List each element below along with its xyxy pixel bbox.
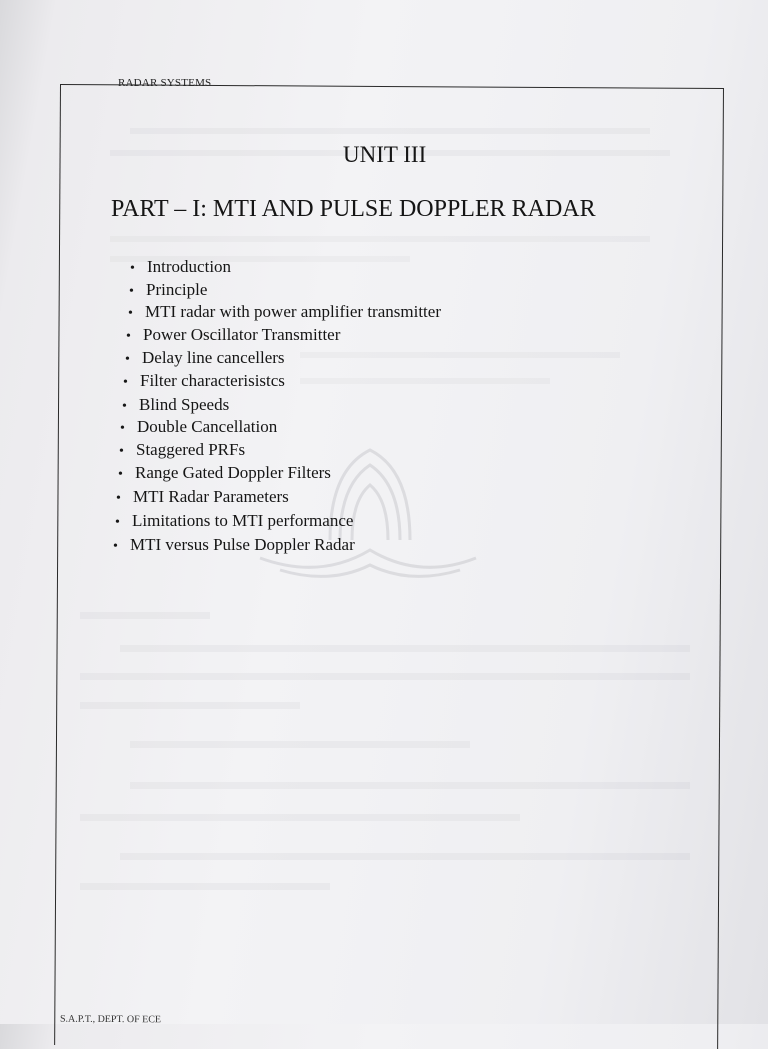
list-item-text: Staggered PRFs <box>136 440 246 459</box>
bullet-icon: • <box>118 467 123 482</box>
list-item <box>118 463 331 483</box>
list-item <box>123 371 285 391</box>
list-item-text: MTI Radar Parameters <box>133 487 289 506</box>
list-item-text: MTI radar with power amplifier transmitter <box>145 302 441 321</box>
list-item <box>122 395 229 415</box>
list-item <box>128 302 441 322</box>
list-item-text: Double Cancellation <box>137 417 278 436</box>
bullet-icon: • <box>123 375 128 390</box>
list-item <box>130 257 231 277</box>
list-item-text: Delay line cancellers <box>142 348 285 367</box>
bullet-icon: • <box>125 352 130 367</box>
list-item <box>120 417 277 437</box>
list-item <box>115 511 353 531</box>
footer-label: S.A.P.T., DEPT. OF ECE <box>59 1013 162 1026</box>
list-item <box>126 325 340 345</box>
bullet-icon: • <box>113 539 118 554</box>
list-item-text: Introduction <box>147 257 232 276</box>
bullet-icon: • <box>115 515 120 530</box>
bullet-icon: • <box>128 306 133 321</box>
part-title: PART – I: MTI AND PULSE DOPPLER RADAR <box>111 196 596 222</box>
bullet-icon: • <box>116 491 121 506</box>
bullet-icon: • <box>120 421 125 436</box>
list-item-text: Principle <box>146 280 208 299</box>
list-item-text: Limitations to MTI performance <box>132 511 354 530</box>
list-item <box>113 535 355 555</box>
bullet-icon: • <box>130 261 135 276</box>
list-item <box>119 440 245 460</box>
list-item-text: Blind Speeds <box>139 395 230 414</box>
list-item-text: MTI versus Pulse Doppler Radar <box>130 535 355 554</box>
list-item <box>129 280 207 300</box>
list-item-text: Power Oscillator Transmitter <box>143 325 341 344</box>
bullet-icon: • <box>122 399 127 414</box>
list-item <box>116 487 289 507</box>
header-label: RADAR SYSTEMS <box>118 77 212 89</box>
list-item-text: Filter characterisistcs <box>140 371 285 390</box>
list-item <box>125 348 285 368</box>
unit-title: UNIT III <box>343 142 427 167</box>
bullet-icon: • <box>119 444 124 459</box>
bullet-icon: • <box>129 284 134 299</box>
list-item-text: Range Gated Doppler Filters <box>135 463 331 482</box>
bullet-icon: • <box>126 329 131 344</box>
watermark-logo-icon <box>240 430 480 590</box>
